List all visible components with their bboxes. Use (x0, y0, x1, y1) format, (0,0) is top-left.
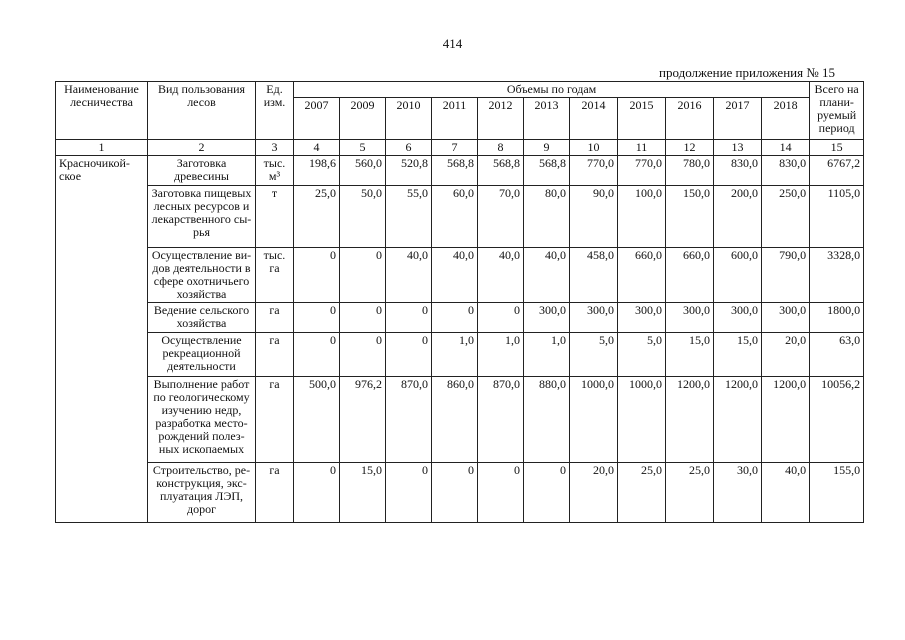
value-cell: 40,0 (762, 463, 810, 523)
table-row (56, 333, 864, 377)
year-header: 2009 (340, 98, 386, 140)
header-total: Всего на плани-руемый период (810, 82, 864, 140)
value-cell: 0 (432, 463, 478, 523)
column-number: 15 (810, 140, 864, 156)
total-cell: 6767,2 (810, 156, 864, 186)
year-header: 2010 (386, 98, 432, 140)
value-cell: 300,0 (570, 303, 618, 333)
value-cell: 5,0 (618, 333, 666, 377)
value-cell: 880,0 (524, 377, 570, 463)
total-cell: 1105,0 (810, 186, 864, 248)
column-number: 11 (618, 140, 666, 156)
activity-cell: Заготовка древесины (148, 156, 256, 186)
unit-cell: т (256, 186, 294, 248)
year-header: 2011 (432, 98, 478, 140)
value-cell: 80,0 (524, 186, 570, 248)
value-cell: 1,0 (478, 333, 524, 377)
column-number: 8 (478, 140, 524, 156)
column-number: 4 (294, 140, 340, 156)
value-cell: 55,0 (386, 186, 432, 248)
year-header: 2012 (478, 98, 524, 140)
activity-cell: Строительство, ре-конструкция, экс-плуатация ЛЭП, дорог (148, 463, 256, 523)
value-cell: 0 (386, 463, 432, 523)
column-number: 1 (56, 140, 148, 156)
column-number-row (56, 140, 864, 156)
year-header: 2017 (714, 98, 762, 140)
table-row (56, 377, 864, 463)
value-cell: 0 (340, 303, 386, 333)
value-cell: 0 (478, 463, 524, 523)
unit-cell: тыс. га (256, 248, 294, 303)
value-cell: 300,0 (618, 303, 666, 333)
value-cell: 0 (340, 333, 386, 377)
value-cell: 568,8 (524, 156, 570, 186)
activity-cell: Ведение сельского хозяйства (148, 303, 256, 333)
header-volumes: Объемы по годам (294, 82, 810, 98)
table-row (56, 248, 864, 303)
unit-cell: га (256, 333, 294, 377)
value-cell: 1200,0 (714, 377, 762, 463)
value-cell: 780,0 (666, 156, 714, 186)
value-cell: 770,0 (618, 156, 666, 186)
value-cell: 870,0 (478, 377, 524, 463)
value-cell: 0 (294, 303, 340, 333)
value-cell: 0 (524, 463, 570, 523)
column-number: 3 (256, 140, 294, 156)
value-cell: 660,0 (666, 248, 714, 303)
value-cell: 0 (294, 248, 340, 303)
total-cell: 63,0 (810, 333, 864, 377)
table-body (56, 156, 864, 523)
unit-cell: га (256, 303, 294, 333)
value-cell: 30,0 (714, 463, 762, 523)
column-number: 5 (340, 140, 386, 156)
unit-cell: га (256, 463, 294, 523)
table-row (56, 156, 864, 186)
year-header: 2016 (666, 98, 714, 140)
value-cell: 0 (340, 248, 386, 303)
column-number: 6 (386, 140, 432, 156)
value-cell: 568,8 (478, 156, 524, 186)
value-cell: 60,0 (432, 186, 478, 248)
value-cell: 90,0 (570, 186, 618, 248)
value-cell: 0 (294, 463, 340, 523)
value-cell: 15,0 (340, 463, 386, 523)
value-cell: 1200,0 (762, 377, 810, 463)
value-cell: 40,0 (524, 248, 570, 303)
value-cell: 300,0 (714, 303, 762, 333)
value-cell: 40,0 (386, 248, 432, 303)
header-unit: Ед. изм. (256, 82, 294, 140)
value-cell: 0 (432, 303, 478, 333)
table-row (56, 186, 864, 248)
value-cell: 300,0 (762, 303, 810, 333)
column-number: 7 (432, 140, 478, 156)
forestry-name: Красночикой-ское (56, 156, 148, 523)
page-number: 414 (442, 36, 463, 51)
table-row (56, 463, 864, 523)
column-number: 9 (524, 140, 570, 156)
value-cell: 5,0 (570, 333, 618, 377)
year-header: 2018 (762, 98, 810, 140)
value-cell: 500,0 (294, 377, 340, 463)
value-cell: 568,8 (432, 156, 478, 186)
value-cell: 15,0 (666, 333, 714, 377)
value-cell: 1000,0 (570, 377, 618, 463)
value-cell: 860,0 (432, 377, 478, 463)
value-cell: 0 (386, 303, 432, 333)
value-cell: 976,2 (340, 377, 386, 463)
total-cell: 1800,0 (810, 303, 864, 333)
value-cell: 50,0 (340, 186, 386, 248)
year-header: 2014 (570, 98, 618, 140)
year-header: 2015 (618, 98, 666, 140)
value-cell: 0 (294, 333, 340, 377)
value-cell: 830,0 (714, 156, 762, 186)
value-cell: 600,0 (714, 248, 762, 303)
activity-cell: Выполнение работ по геологическому изучению недр, разработка место-рождений полез-ных ископаемых (148, 377, 256, 463)
value-cell: 40,0 (478, 248, 524, 303)
value-cell: 40,0 (432, 248, 478, 303)
year-header: 2007 (294, 98, 340, 140)
value-cell: 870,0 (386, 377, 432, 463)
value-cell: 198,6 (294, 156, 340, 186)
column-number: 2 (148, 140, 256, 156)
value-cell: 830,0 (762, 156, 810, 186)
total-cell: 155,0 (810, 463, 864, 523)
value-cell: 0 (386, 333, 432, 377)
value-cell: 150,0 (666, 186, 714, 248)
forest-usage-table (55, 81, 864, 523)
value-cell: 1,0 (524, 333, 570, 377)
activity-cell: Заготовка пищевых лесных ресурсов и лекарственного сы-рья (148, 186, 256, 248)
value-cell: 25,0 (294, 186, 340, 248)
value-cell: 100,0 (618, 186, 666, 248)
value-cell: 1000,0 (618, 377, 666, 463)
activity-cell: Осуществление рекреационной деятельности (148, 333, 256, 377)
value-cell: 300,0 (524, 303, 570, 333)
continuation-note: продолжение приложения № 15 (659, 65, 835, 80)
column-number: 12 (666, 140, 714, 156)
value-cell: 560,0 (340, 156, 386, 186)
column-number: 10 (570, 140, 618, 156)
year-header: 2013 (524, 98, 570, 140)
value-cell: 1,0 (432, 333, 478, 377)
value-cell: 15,0 (714, 333, 762, 377)
total-cell: 3328,0 (810, 248, 864, 303)
value-cell: 25,0 (618, 463, 666, 523)
value-cell: 660,0 (618, 248, 666, 303)
value-cell: 20,0 (570, 463, 618, 523)
value-cell: 70,0 (478, 186, 524, 248)
value-cell: 1200,0 (666, 377, 714, 463)
value-cell: 20,0 (762, 333, 810, 377)
unit-cell: га (256, 377, 294, 463)
value-cell: 520,8 (386, 156, 432, 186)
activity-cell: Осуществление ви-дов деятельности в сфере охотничьего хозяйства (148, 248, 256, 303)
value-cell: 0 (478, 303, 524, 333)
value-cell: 25,0 (666, 463, 714, 523)
unit-cell: тыс. м³ (256, 156, 294, 186)
header-forestry: Наименование лесничества (56, 82, 148, 140)
value-cell: 790,0 (762, 248, 810, 303)
value-cell: 458,0 (570, 248, 618, 303)
table-row (56, 303, 864, 333)
value-cell: 250,0 (762, 186, 810, 248)
value-cell: 770,0 (570, 156, 618, 186)
column-number: 13 (714, 140, 762, 156)
total-cell: 10056,2 (810, 377, 864, 463)
header-usage: Вид пользования лесов (148, 82, 256, 140)
value-cell: 300,0 (666, 303, 714, 333)
value-cell: 200,0 (714, 186, 762, 248)
column-number: 14 (762, 140, 810, 156)
